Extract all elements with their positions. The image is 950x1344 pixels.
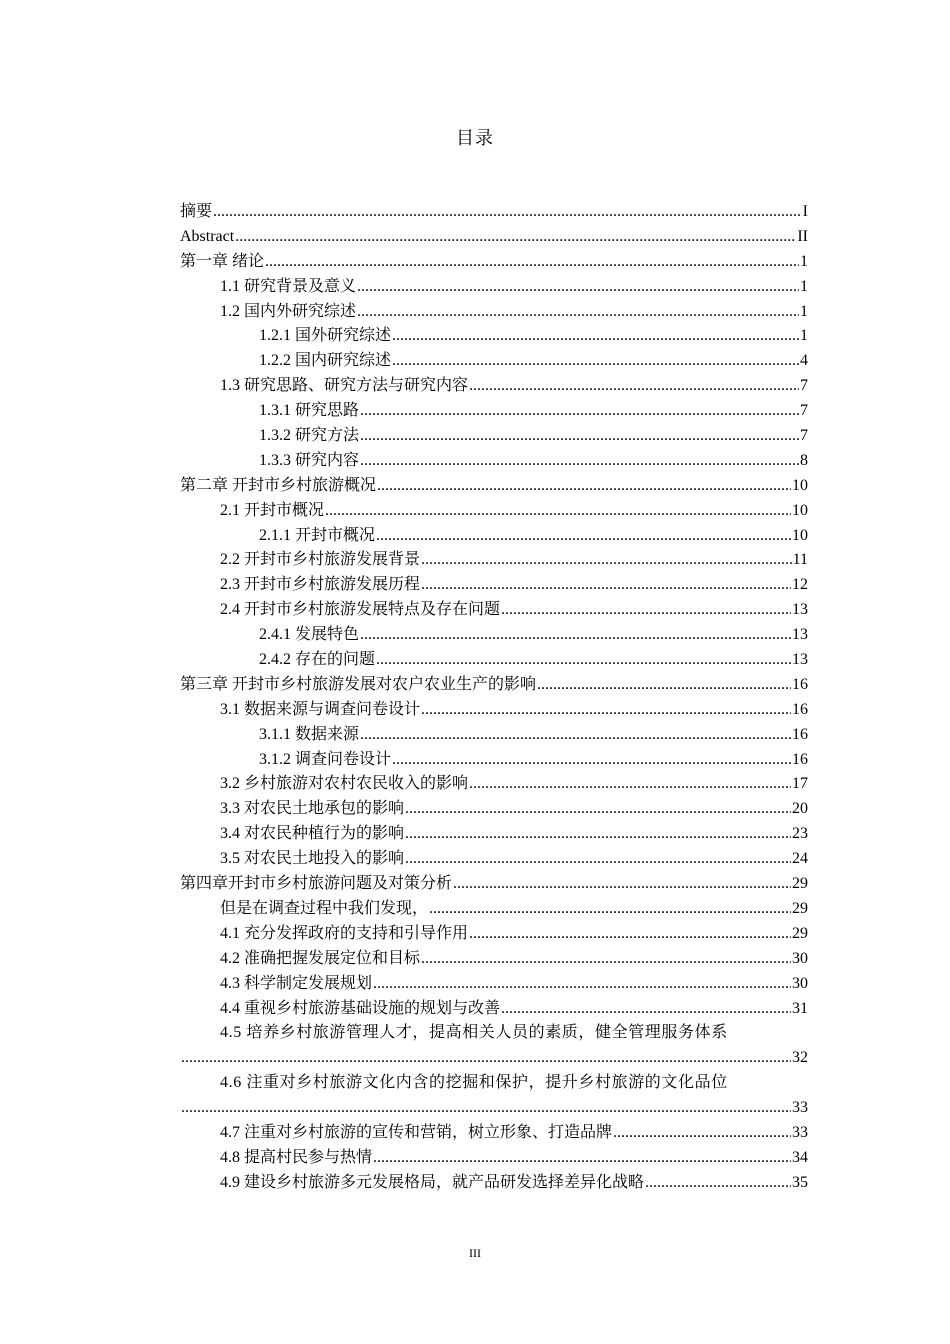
toc-entry-page: 32 xyxy=(792,1049,808,1067)
page-number: III xyxy=(469,1246,481,1260)
toc-entry[interactable] xyxy=(180,673,808,698)
toc-entry-label: 1.2 国内外研究综述 xyxy=(220,302,357,320)
toc-leader-dots xyxy=(537,673,791,698)
toc-entry[interactable] xyxy=(180,748,808,773)
toc-entry-label: 但是在调查过程中我们发现， xyxy=(220,899,429,917)
toc-entry-page: 8 xyxy=(800,451,808,469)
toc-leader-dots xyxy=(235,225,796,250)
toc-entry[interactable] xyxy=(180,598,808,623)
toc-entry-page: I xyxy=(802,203,808,220)
toc-entry-page: 29 xyxy=(792,875,808,893)
toc-entry-page: 1 xyxy=(800,252,808,270)
toc-entry[interactable] xyxy=(180,225,808,250)
toc-leader-dots xyxy=(392,324,799,349)
toc-entry[interactable] xyxy=(180,698,808,723)
toc-entry[interactable] xyxy=(180,648,808,673)
toc-entry[interactable] xyxy=(180,947,808,972)
toc-entry-page: 12 xyxy=(792,576,808,594)
toc-entry[interactable] xyxy=(180,1121,808,1146)
toc-entry[interactable] xyxy=(180,1046,808,1071)
toc-entry-label: 3.4 对农民种植行为的影响 xyxy=(220,825,405,843)
toc-leader-dots xyxy=(469,772,791,797)
toc-leader-dots xyxy=(181,1096,791,1121)
toc-leader-dots xyxy=(469,922,791,947)
toc-entry-label: 2.4.2 存在的问题 xyxy=(259,651,376,669)
toc-title: 目录 xyxy=(456,128,494,148)
toc-entry[interactable] xyxy=(180,499,808,524)
toc-entry[interactable] xyxy=(180,1096,808,1121)
toc-entry-label: 3.5 对农民土地投入的影响 xyxy=(220,850,405,868)
toc-leader-dots xyxy=(392,349,799,374)
toc-entry-page: 1 xyxy=(800,302,808,320)
toc-leader-dots xyxy=(265,250,799,275)
toc-entry-page: 7 xyxy=(800,427,808,445)
toc-leader-dots xyxy=(360,623,791,648)
toc-entry-label: 1.2.2 国内研究综述 xyxy=(259,352,392,370)
toc-leader-dots xyxy=(501,997,791,1022)
toc-entry-label: 2.2 开封市乡村旅游发展背景 xyxy=(220,551,421,569)
toc-entry-label: 1.3.3 研究内容 xyxy=(259,451,360,469)
toc-entry-label: 2.1 开封市概况 xyxy=(220,501,325,519)
toc-entry-page: 34 xyxy=(792,1148,808,1166)
toc-entry-page: 33 xyxy=(792,1099,808,1117)
toc-leader-dots xyxy=(453,872,791,897)
toc-leader-dots xyxy=(421,548,792,573)
toc-entry-label: 4.8 提高村民参与热情 xyxy=(220,1148,373,1166)
toc-leader-dots xyxy=(373,1146,791,1171)
toc-entry-label: 2.4 开封市乡村旅游发展特点及存在问题 xyxy=(220,601,501,619)
toc-entry[interactable] xyxy=(180,1171,808,1196)
toc-entry-page: 7 xyxy=(800,377,808,395)
toc-leader-dots xyxy=(645,1171,791,1196)
toc-entry-page: 1 xyxy=(800,327,808,345)
toc-leader-dots xyxy=(392,748,791,773)
toc-entry-label: 1.3.2 研究方法 xyxy=(259,427,360,445)
toc-leader-dots xyxy=(421,573,791,598)
toc-leader-dots xyxy=(325,499,791,524)
toc-entry-page: 30 xyxy=(792,974,808,992)
toc-entry[interactable] xyxy=(180,548,808,573)
toc-leader-dots xyxy=(405,797,791,822)
toc-entry-page: 11 xyxy=(792,551,808,569)
toc-entry-label: 2.3 开封市乡村旅游发展历程 xyxy=(220,576,421,594)
toc-entry-page: 4 xyxy=(800,352,808,370)
toc-entry-page: 17 xyxy=(792,775,808,793)
toc-leader-dots xyxy=(405,822,791,847)
toc-leader-dots xyxy=(360,399,799,424)
toc-entry-label: 3.1 数据来源与调查问卷设计 xyxy=(220,700,421,718)
toc-entry-page: 20 xyxy=(792,800,808,818)
toc-entry-label: 1.2.1 国外研究综述 xyxy=(259,327,392,345)
toc-entry-label: 第三章 开封市乡村旅游发展对农户农业生产的影响 xyxy=(180,675,537,693)
toc-entry-page: 16 xyxy=(792,750,808,768)
toc-entry[interactable] xyxy=(180,424,808,449)
toc-entry-label: Abstract xyxy=(180,227,235,245)
toc-entry-label: 1.3 研究思路、研究方法与研究内容 xyxy=(220,377,469,395)
toc-leader-dots xyxy=(360,424,799,449)
toc-leader-dots xyxy=(357,300,799,325)
toc-entry[interactable] xyxy=(180,324,808,349)
toc-entry-label: 摘要 xyxy=(180,203,213,220)
toc-leader-dots xyxy=(213,200,802,225)
toc-leader-dots xyxy=(377,474,791,499)
toc-entry-label: 4.7 注重对乡村旅游的宣传和营销，树立形象、打造品牌 xyxy=(220,1123,613,1141)
toc-entry-page: 13 xyxy=(792,601,808,619)
toc-entry-label: 4.9 建设乡村旅游多元发展格局，就产品研发选择差异化战略 xyxy=(220,1173,645,1191)
toc-entry-label: 第四章开封市乡村旅游问题及对策分析 xyxy=(180,875,453,893)
toc-leader-dots xyxy=(376,648,791,673)
toc-entry[interactable] xyxy=(180,374,808,399)
toc-entry-label: 4.3 科学制定发展规划 xyxy=(220,974,373,992)
toc-entry[interactable] xyxy=(180,997,808,1022)
toc-entry[interactable] xyxy=(180,275,808,300)
toc-entry-page: 29 xyxy=(792,899,808,917)
toc-entry-label: 2.1.1 开封市概况 xyxy=(259,526,376,544)
toc-entry-label[interactable]: 4.5 培养乡村旅游管理人才，提高相关人员的素质，健全管理服务体系 xyxy=(220,1024,728,1042)
toc-entry-label: 4.2 准确把握发展定位和目标 xyxy=(220,949,421,967)
toc-leader-dots xyxy=(421,698,791,723)
toc-entry-label: 3.1.2 调查问卷设计 xyxy=(259,750,392,768)
toc-entry[interactable] xyxy=(180,847,808,872)
toc-entry[interactable] xyxy=(180,972,808,997)
toc-leader-dots xyxy=(373,972,791,997)
toc-entry[interactable] xyxy=(180,897,808,922)
toc-entry[interactable] xyxy=(180,300,808,325)
toc-entry-label: 1.1 研究背景及意义 xyxy=(220,277,357,295)
toc-entry-page: 29 xyxy=(792,924,808,942)
toc-entry-page: 10 xyxy=(792,526,808,544)
toc-entry-label: 第二章 开封市乡村旅游概况 xyxy=(180,476,377,494)
toc-entry-page: 24 xyxy=(792,850,808,868)
toc-entry[interactable] xyxy=(180,524,808,549)
toc-entry-label: 3.3 对农民土地承包的影响 xyxy=(220,800,405,818)
toc-leader-dots xyxy=(181,1046,791,1071)
toc-leader-dots xyxy=(421,947,791,972)
toc-entry-label: 3.1.1 数据来源 xyxy=(259,725,360,743)
toc-entry[interactable] xyxy=(180,1146,808,1171)
toc-entry-page: 7 xyxy=(800,402,808,420)
toc-entry[interactable] xyxy=(180,573,808,598)
toc-leader-dots xyxy=(469,374,799,399)
toc-entry-label: 3.2 乡村旅游对农村农民收入的影响 xyxy=(220,775,469,793)
toc-leader-dots xyxy=(613,1121,791,1146)
toc-leader-dots xyxy=(360,723,791,748)
toc-entry-page: II xyxy=(797,227,808,245)
toc-entry-label[interactable]: 4.6 注重对乡村旅游文化内含的挖掘和保护，提升乡村旅游的文化品位 xyxy=(220,1074,728,1092)
toc-entry[interactable] xyxy=(180,349,808,374)
toc-leader-dots xyxy=(360,449,799,474)
toc-entry[interactable] xyxy=(180,822,808,847)
toc-entry-page: 10 xyxy=(792,476,808,494)
toc-entry-page: 23 xyxy=(792,825,808,843)
toc-entry[interactable] xyxy=(180,250,808,275)
toc-entry-page: 1 xyxy=(800,277,808,295)
toc-leader-dots xyxy=(357,275,799,300)
toc-entry[interactable] xyxy=(180,449,808,474)
toc-leader-dots xyxy=(429,897,791,922)
toc-entry[interactable] xyxy=(180,200,808,225)
toc-entry-page: 13 xyxy=(792,626,808,644)
toc-entry-page: 33 xyxy=(792,1123,808,1141)
table-of-contents xyxy=(180,200,808,1196)
toc-leader-dots xyxy=(501,598,791,623)
toc-entry-page: 31 xyxy=(792,999,808,1017)
toc-entry[interactable] xyxy=(180,797,808,822)
toc-entry-label: 第一章 绪论 xyxy=(180,252,265,270)
toc-entry-page: 16 xyxy=(792,725,808,743)
toc-entry[interactable] xyxy=(180,474,808,499)
toc-entry[interactable] xyxy=(180,723,808,748)
toc-entry-label: 4.4 重视乡村旅游基础设施的规划与改善 xyxy=(220,999,501,1017)
toc-entry-label: 2.4.1 发展特色 xyxy=(259,626,360,644)
toc-entry[interactable] xyxy=(180,772,808,797)
toc-entry-page: 16 xyxy=(792,675,808,693)
toc-entry[interactable] xyxy=(180,623,808,648)
toc-entry[interactable] xyxy=(180,399,808,424)
toc-entry-page: 35 xyxy=(792,1173,808,1191)
toc-entry[interactable] xyxy=(180,872,808,897)
toc-entry-label: 1.3.1 研究思路 xyxy=(259,402,360,420)
toc-entry-page: 16 xyxy=(792,700,808,718)
toc-entry-page: 10 xyxy=(792,501,808,519)
toc-entry-label: 4.1 充分发挥政府的支持和引导作用 xyxy=(220,924,469,942)
toc-entry-page: 13 xyxy=(792,651,808,669)
toc-entry-page: 30 xyxy=(792,949,808,967)
toc-leader-dots xyxy=(405,847,791,872)
toc-leader-dots xyxy=(376,524,791,549)
toc-entry[interactable] xyxy=(180,922,808,947)
